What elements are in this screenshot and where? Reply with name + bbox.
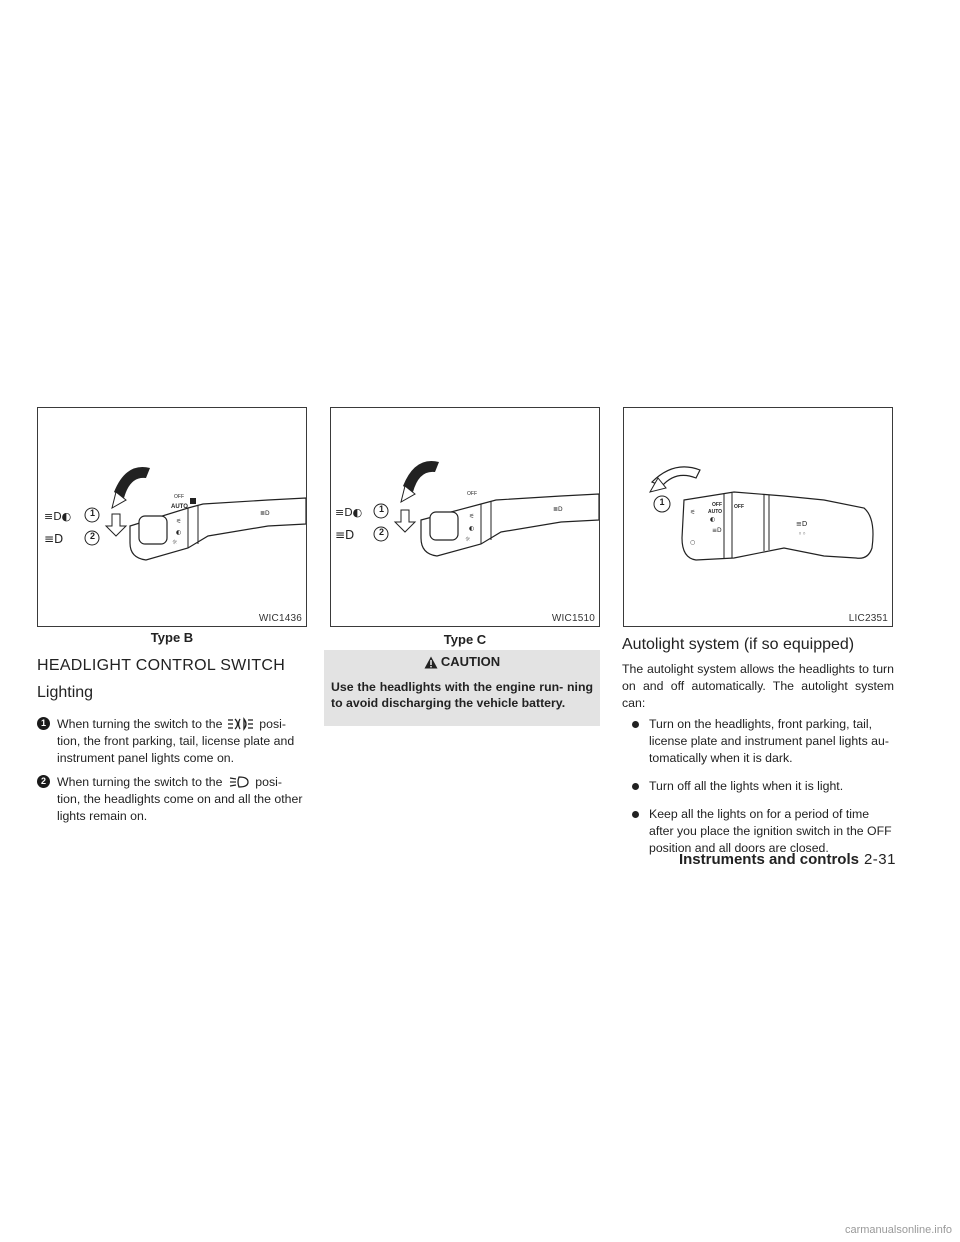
callout-1: 1 [89, 508, 95, 518]
caution-text: Use the headlights with the engine run- ning to avoid discharging the vehicle battery. [331, 680, 593, 710]
svg-text:☼: ☼ [465, 536, 471, 543]
bullet-text: Turn off all the lights when it is light. [649, 779, 844, 793]
subsection-title: Lighting [37, 684, 94, 701]
autolight-intro: The autolight system allows the headlights to turn on and off automatically. The autolight system can: [622, 662, 894, 710]
figure-caption: Type B [150, 630, 194, 645]
item-text-after: posi- tion, the front parking, tail, license plate and instrument panel lights come on. [57, 717, 295, 765]
off-label: OFF [174, 494, 184, 500]
bullet-icon [632, 783, 639, 790]
figure-type-b [37, 407, 307, 627]
bullet-text: Keep all the lights on for a period of time after you place the ignition switch in the OFF position and all doors are closed. [649, 807, 892, 855]
parking-lights-icon [228, 717, 254, 731]
autolight-title: Autolight system (if so equipped) [622, 636, 855, 653]
item-text-before: When turning the switch to the [57, 717, 223, 731]
list-item [622, 778, 894, 795]
item-number: 2 [37, 775, 50, 788]
svg-text:○: ○ [690, 539, 696, 546]
page-footer [679, 851, 896, 868]
figure-type-c [330, 407, 600, 627]
figure-autolight [623, 407, 893, 627]
off-label: OFF [467, 491, 477, 497]
svg-text:≡D: ≡D [712, 527, 722, 534]
warning-icon [424, 656, 438, 669]
svg-text:≡D◐: ≡D◐ [44, 510, 72, 523]
item-number: 1 [37, 717, 50, 730]
figure-id: LIC2351 [848, 613, 888, 624]
callout-2: 2 [89, 531, 95, 541]
auto-label: AUTO [171, 504, 188, 510]
svg-text:◦◦: ◦◦ [798, 530, 807, 538]
headlight-switch-illustration [331, 408, 599, 626]
caution-heading-text: CAUTION [440, 654, 501, 669]
headlight-icon [228, 775, 250, 789]
figure-caption: Type C [443, 632, 487, 647]
bullet-icon [632, 811, 639, 818]
svg-text:⚟: ⚟ [469, 513, 475, 520]
svg-text:◐: ◐ [710, 516, 716, 523]
watermark: carmanualsonline.info [844, 1224, 952, 1236]
svg-text:≣D: ≣D [553, 506, 563, 513]
svg-text:☼: ☼ [172, 539, 178, 546]
footer-title: Instruments and controls [678, 851, 859, 868]
callout-1: 1 [378, 504, 384, 514]
list-item [37, 774, 307, 825]
autolight-switch-illustration [624, 408, 892, 626]
headlight-switch-illustration [38, 408, 306, 626]
svg-text:≡D: ≡D [44, 532, 64, 546]
figure-id: WIC1436 [258, 613, 302, 624]
off-label: OFF [734, 504, 744, 510]
section-title: HEADLIGHT CONTROL SWITCH [37, 657, 286, 674]
page-number: 2-31 [863, 851, 896, 868]
svg-text:≡D: ≡D [335, 528, 355, 542]
bullet-icon [632, 721, 639, 728]
caution-box [324, 650, 600, 726]
list-item [622, 806, 894, 857]
svg-text:⚟: ⚟ [176, 518, 182, 525]
svg-text:◐: ◐ [176, 529, 182, 536]
bullet-text: Turn on the headlights, front parking, tail, license plate and instrument panel lights au- tomatically when it is dark. [649, 717, 889, 765]
svg-text:⚟: ⚟ [690, 509, 696, 516]
svg-text:◐: ◐ [469, 525, 475, 532]
callout-1: 1 [659, 497, 665, 507]
caution-heading [324, 654, 600, 669]
list-item [622, 716, 894, 767]
auto-label: AUTO [708, 509, 723, 515]
list-item [37, 716, 307, 767]
figure-id: WIC1510 [551, 613, 595, 624]
svg-text:≡D◐: ≡D◐ [335, 506, 363, 519]
item-text-after: posi- tion, the headlights come on and all the other lights remain on. [57, 775, 303, 823]
callout-2: 2 [378, 527, 384, 537]
item-text-before: When turning the switch to the [57, 775, 223, 789]
svg-text:≡D: ≡D [796, 520, 808, 528]
off-label: OFF [712, 502, 722, 508]
svg-text:≣D: ≣D [260, 510, 270, 517]
autolight-bullets [622, 716, 894, 868]
